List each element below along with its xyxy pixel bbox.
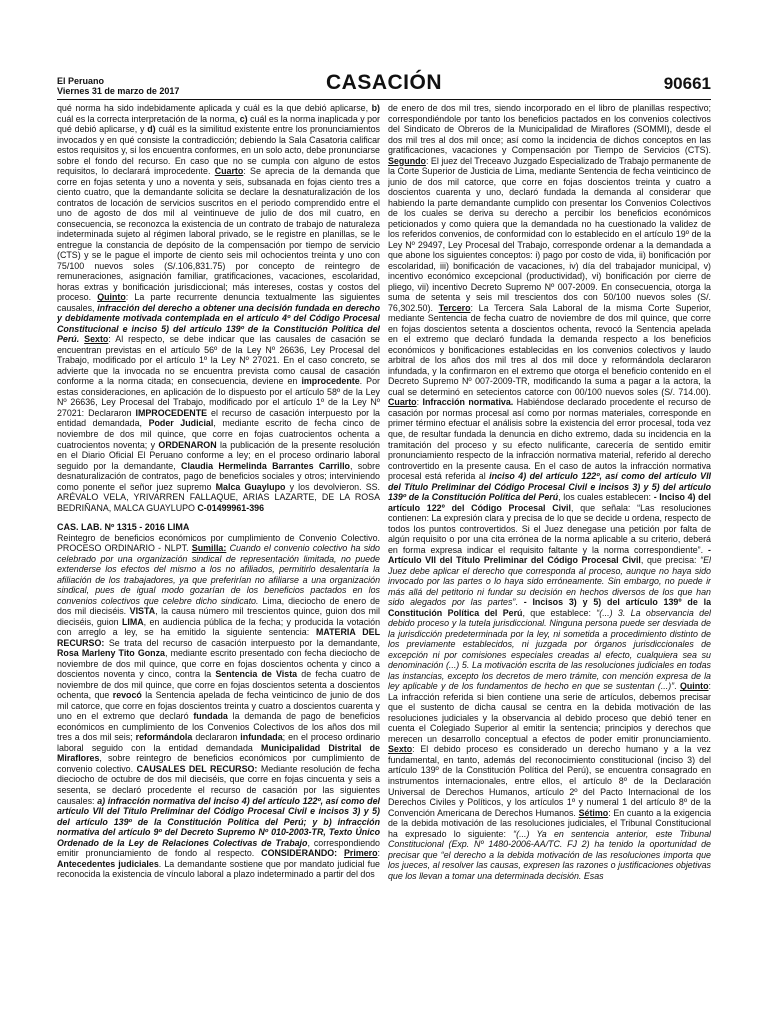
text-run: : La infracción referida si bien contiene una serie de artículos, debemos precisar que el sustento de dicha causal se centra en la debida motivación de las resoluciones judiciales y la observancia al debido proceso que debió tener en cuenta el Colegiado Superior al emitir la sentencia; principios y derechos que merecen un desarrollo conceptual a efectos de poder emitir pronunciamiento. <box>388 681 711 744</box>
bold-text: Infracción normativa. <box>422 397 514 408</box>
text-run: , en audiencia pública de la fecha; y producida la votación con arreglo a ley, se ha emitido la siguiente sentencia: <box>57 616 380 638</box>
text-run: , que señala: “Las resoluciones contienen: La expresión clara y precisa de lo que se decide u ordena, respecto de todos los puntos controvertidos. Si el Juez denegase una petición por falta de algún requisito o por una cita errónea de la norma aplicable a su criterio, deberá en forma expresa indicar el requisito faltante y la norma correspondiente”. <box>388 502 711 555</box>
text-run: ; en el proceso ordinario laboral seguido con la entidad demandada <box>57 732 380 753</box>
text-run: : En cuanto a la exigencia de la debida motivación de las resoluciones judiciales, el Tribunal Constitucional ha expresado lo siguiente: <box>388 807 711 839</box>
text-run: Se trata del recurso de casación interpuesto por la demandante, <box>104 637 380 648</box>
text-run: y los devolvieron. SS. ARÉVALO VELA, YRIVARREN FALLAQUE, ARIAS LAZARTE, DE LA ROSA BEDRIÑANA, MALCA GUAYLUPO <box>57 481 380 513</box>
section-title: CASACIÓN <box>325 71 442 94</box>
text-run: : Al respecto, se debe indicar que las causales de casación se encuentran previstas en el artículo 56º de la Ley Nº 26636, Ley Procesal del Trabajo, modificado por el artículo 1º la Ley Nº 27021. En el caso concreto, se advierte que la invocada no se encuentra prevista como causal de casación conforme a la norma citada; en consecuencia, deviene en <box>57 334 380 387</box>
text-run: , que establece: <box>522 607 597 618</box>
bold-text: improcedente <box>301 376 360 387</box>
text-run: declararon <box>192 732 241 743</box>
bold-text: VISTA <box>129 606 156 617</box>
bold-text: d) <box>147 124 156 135</box>
bold-text: CONSIDERANDO: <box>261 848 338 859</box>
page-header <box>57 70 711 100</box>
text-run: , sobre desnaturalización de contratos, pago de beneficios sociales y otros; interviniendo como ponente el señor juez supremo <box>57 460 380 492</box>
text-run: : Se aprecia de la demanda que corre en fojas setenta y uno a noventa y seis, subsanada en fojas ciento tres a ciento cuatro, que la demandante solicita se declare la desnaturalización de los contratos de locación de servicios suscritos en el periodo comprendido entre el uno de agosto de dos mil al veintinueve de julio de dos mil cuatro, en consecuencia, se reconozca la existencia de un contrato de trabajo de naturaleza indeterminada sujeto al régimen laboral privado, se le registre en planillas, se le entregue la constancia de depósito de la compensación por tiempo de servicio (CTS) y se le pague el importe de ciento seis mil ochocientos treinta y uno con 75/100 nuevos soles (S/.106,831.75) por concepto de reintegro de remuneraciones, asignación familiar, gratificaciones, vacaciones, escolaridad, horas extras y bonificación jurisdiccional; más intereses, costas y costos del proceso. <box>57 166 380 303</box>
text-run: : La Tercera Sala Laboral de la misma Corte Superior, mediante Sentencia de fecha cuatro de noviembre de dos mil quince, que corre en fojas doscientos setenta a doscientos ochenta, revocó la Sentencia apelada en el extremo que declaró fundada la demanda respecto a los beneficios económicos y bonificaciones establecidas en los convenios colectivos y laudo arbitral de los años dos mil tres al dos mil doce y reformándola declararon infundada, y la confirmaron en el extremo que otorga el beneficio contenido en el Decreto Supremo Nº 007-2009-TR, modificando la suma a pagar a la actora, la cual se determinó en setecientos catorce con 00/100 nuevos soles (S/. 714.00). <box>388 302 711 397</box>
text-run: , mediante escrito de fecha cinco de noviembre de dos mil quince, que corre en fojas cuatrocientos ochenta a cuatrocientos noventa; y <box>57 418 380 450</box>
text-run: : El debido proceso es considerado un derecho humano y a la vez fundamental, en tanto, además del reconocimiento constitucional (inciso 3) del artículo 139º de la Constitución Política del Perú), se encuentra consagrado en instrumentos internacionales, entre ellos, el artículo 8º de la Declaración Universal de Derechos Humanos, artículo 2º del Pacto Internacional de los Derechos Civiles y Políticos, y los artículos 1º y numeral 1 del artículo 8º de la Convención Americana de Derechos Humanos. <box>388 744 711 818</box>
heading-text: Cuarto <box>214 166 244 177</box>
bold-text: reformándola <box>135 732 193 743</box>
bold-text: IMPROCEDENTE <box>135 407 208 418</box>
bold-italic-text: inciso 4) del artículo 122º, así como del artículo VII del Título Preliminar del Código Procesal Civil e incisos 3) y 5) del artículo 139º de la Constitución Política del Perú <box>388 471 711 503</box>
left-paragraph-2 <box>57 533 380 880</box>
heading-text: Primero <box>343 848 378 859</box>
bold-text: Municipalidad Distrital de Miraflores <box>57 742 380 764</box>
bold-italic-text: infracción del derecho a obtener una decisión fundada en derecho y debidamente motivada contemplada en el artículo 4º del Código Procesal Constitucional e inciso 5) del artículo 139º de la Constitución Política del Perú. <box>57 302 380 345</box>
text-run: . La demandante sostiene que por mandato judicial fue reconocida la existencia de vínculo laboral a plazo indeterminado a partir del dos <box>57 858 380 880</box>
heading-text: Quinto <box>97 292 126 303</box>
case-spacer <box>57 513 380 522</box>
text-run: : El juez del Treceavo Juzgado Especializado de Trabajo permanente de la Corte Superior de Justicia de Lima, mediante Sentencia de fecha veinticinco de junio de dos mil catorce, que corre en fojas doscientos treinta y cuatro a doscientos cuarenta y uno, declaró fundada la demanda al considerar que habiendo la parte demandante cumplido con presentar los Convenios Colectivos de los cuales se deriva su derecho a percibir los beneficios económicos peticionados y como quiera que la demandada no ha cuestionado la validez de los referidos convenios, de conformidad con lo establecido en el artículo 19º de la Ley Nº 29497, Ley Procesal del Trabajo, corresponde ordenar a la demandada a que abone los siguientes conceptos: i) pago por costo de vida, ii) bonificación por escolaridad, iii) bonificación de vacaciones, iv) día del trabajador municipal, v) incentivo económico excepcional (productividad), vi) bonificación por cierre de pliego, vii) incentivo Decreto Supremo Nº 007-2009. En consecuencia, otorga la suma de setenta y seis mil trescientos dos con 50/100 nuevos soles (S/. 76,302.50). <box>388 155 711 313</box>
bold-text: c) <box>239 113 248 124</box>
newspaper-name: El Peruano <box>57 76 105 86</box>
left-column <box>57 103 380 1007</box>
bold-text: Rosa Marleny Tito Gonza <box>57 648 165 659</box>
bold-text: Antecedentes judiciales <box>57 858 159 869</box>
text-run: el recurso de casación interpuesto por la entidad demandada, <box>57 407 380 429</box>
bold-text: LIMA <box>121 616 144 627</box>
text-run: , sobre reintegro de beneficios económicos por cumplimiento de convenio colectivo. <box>57 753 380 774</box>
text-run: , la causa número mil trescientos quince, guion dos mil dieciséis, guion <box>57 606 380 627</box>
text-run: . Por estas consideraciones, en aplicación de lo dispuesto por el artículo 58º de la Ley Nº 26636, Ley Procesal del Trabajo, modificado por el artículo 1º de la Ley Nº 27021: Declararon <box>57 376 380 418</box>
bold-text: Sentencia de Vista <box>215 669 298 680</box>
heading-text: Cuarto <box>388 397 417 408</box>
text-run: de fecha cuatro de noviembre de dos mil quince, que corre en fojas doscientos setenta a doscientos ochenta, que <box>57 669 380 701</box>
text-run: de enero de dos mil tres, siendo incorporado en el libro de planillas respectivo; correspondiéndole por tanto los beneficios pactados en los convenios colectivos del Sindicato de Obreros de la Municipalidad de Miraflores (SOMMI), desde el dos mil tres al dos mil once; así como la incidencia de dichos conceptos en las gratificaciones, vacaciones y Compensación por Tiempo de Servicios (CTS). <box>388 103 711 156</box>
text-run: Mediante resolución de fecha dieciocho de octubre de dos mil dieciséis, que corre en fojas cincuenta y seis a sesenta, se declaró procedente el recurso de casación por las siguientes causales: <box>57 763 380 806</box>
left-paragraph-1 <box>57 103 380 513</box>
heading-text: Quinto <box>679 681 709 692</box>
bold-text: - Incisos 3) y 5) del artículo 139º de la Constitución Política del Perú <box>388 597 711 618</box>
bold-text: Malca Guaylupo <box>215 481 286 492</box>
publication-date: Viernes 31 de marzo de 2017 <box>57 86 180 96</box>
bold-text: infundada <box>240 732 283 743</box>
heading-text: Segundo <box>388 155 426 166</box>
text-run: , mediante escrito presentado con fecha dieciocho de noviembre de dos mil quince, que corre en fojas doscientos ochenta y cinco a doscientos noventa y cinco, contra la <box>57 648 380 680</box>
bold-text: Claudia Hermelinda Barrantes Carrillo <box>181 460 350 471</box>
bold-text: C-01499961-396 <box>197 502 265 513</box>
case-title: CAS. LAB. Nº 1315 - 2016 LIMA <box>57 522 190 533</box>
heading-text: Sétimo <box>578 807 609 818</box>
text-run: , correspondiendo emitir pronunciamiento de fondo al respecto. <box>57 837 380 859</box>
text-run: cuál es la norma inaplicada y por qué debió aplicarse, y <box>57 113 380 135</box>
text-run: Lima, dieciocho de enero de dos mil dieciséis. <box>57 595 380 617</box>
text-run: cuál es la similitud existente entre los pronunciamientos invocados y en qué consiste la contradicción; debiendo la Sala Casatoria calificar estos requisitos y, si los encuentra conformes, en un solo acto, debe pronunciarse sobre el fondo del recurso. En caso que no se cumpla con alguno de estos requisitos, lo declarará improcedente. <box>57 124 380 177</box>
text-run: la demanda de pago de beneficios económicos en cumplimiento de los Convenios Colectivos de los años dos mil tres a dos mil seis; <box>57 711 380 743</box>
text-run: : <box>377 848 380 859</box>
bold-text: ORDENARON <box>158 439 217 450</box>
text-run: , que precisa: <box>640 555 701 566</box>
italic-text: “El Juez debe aplicar el derecho que corresponda al proceso, aunque no haya sido invocado por las partes o lo haya sido erróneamente. Sin embargo, no puede ir más allá del petitorio ni fundar su decisión en hechos diversos de los que han sido alegados por las partes” <box>388 555 711 608</box>
bold-text: b) <box>371 103 380 113</box>
text-run <box>337 848 344 858</box>
bold-text: Poder Judicial <box>148 418 214 429</box>
heading-text: Sumilla: <box>191 543 227 554</box>
text-run: la Sentencia apelada de fecha veinticinco de junio de dos mil catorce, que corre en fojas doscientos treinta y cuatro a doscientos cuarenta y uno en el extremo que declaró <box>57 690 380 722</box>
bold-text: MATERIA DEL RECURSO: <box>57 627 380 648</box>
text-run: . <box>674 681 680 692</box>
bold-text: revocó <box>112 690 142 701</box>
bold-text: - Inciso 4) del artículo 122º del Código Procesal Civil <box>388 492 711 513</box>
text-run: qué norma ha sido indebidamente aplicada y cuál es la que debió aplicarse, <box>57 103 372 113</box>
text-run: : <box>416 397 423 408</box>
bold-text: fundada <box>193 711 228 722</box>
italic-text: “(...) Ya en sentencia anterior, este Tribunal Constitucional (Exp. Nº 1480-2006-AA/TC. FJ 2) ha tenido la oportunidad de precisar que “el derecho a la debida motivación de las resoluciones importa que los jueces, al resolver las causas, expresen las razones o justificaciones objetivas que los llevan a tomar una determinada decisión. Esas <box>388 828 711 881</box>
header-rule <box>57 99 711 100</box>
text-run: , los cuales establecen: <box>558 492 654 503</box>
heading-text: Tercero <box>438 302 471 313</box>
italic-text: Cuando el convenio colectivo ha sido celebrado por una organización sindical de representación limitada, no puede extenderse los efectos del mismo a los no afiliados, permitirlo desalentaría la afiliación de los trabajadores, ya que preferirían no afiliarse a una organización sindical, pues de igual modo gozarían de los beneficios pactados en los convenios colectivos que celebre dicho sindicato. <box>57 543 380 606</box>
text-run: Reintegro de beneficios económicos por cumplimiento de Convenio Colectivo. PROCESO ORDINARIO - NLPT. <box>57 532 380 554</box>
bold-italic-text: a) infracción normativa del inciso 4) del artículo 122º, así como del artículo VII del Título Preliminar del Código Procesal Civil e incisos 3) y 5) del artículo 139º de la Constitución Política del Perú; y b) infracción normativa del artículo 9º del Decreto Supremo Nº 010-2003-TR, Texto Único Ordenado de la Ley de Relaciones Colectivas de Trabajo <box>57 795 380 848</box>
text-run: Habiéndose declarado procedente el recurso de casación por normas procesal así como por normas materiales, corresponde en primer término efectuar el análisis sobre la existencia del error procesal, toda vez que, de resultar fundada la denuncia en dicho extremo, dada su incidencia en la tramitación del proceso y su efecto nulificante, carecería de sentido emitir pronunciamiento respecto de la infracción normativa material, referido al derecho controvertido en la presente causa. En el caso de autos la infracción normativa procesal está referida al <box>388 397 711 482</box>
italic-text: “(...) 3. La observancia del debido proceso y la tutela jurisdiccional. Ninguna persona puede ser desviada de la jurisdicción predeterminada por la ley, ni sometida a procedimiento distinto de los previamente establecidos, ni juzgada por órganos jurisdiccionales de excepción ni por comisiones especiales creadas al efecto, cualquiera sea su denominación (...) 5. La motivación escrita de las resoluciones judiciales en todas las instancias, excepto los decretos de mero trámite, con mención expresa de la ley aplicable y de los fundamentos de hecho en que se sustentan (...)” <box>388 607 711 692</box>
bold-text: CAUSALES DEL RECURSO: <box>136 763 258 774</box>
bold-text: - Artículo VII del Título Preliminar del Código Procesal Civil <box>388 544 711 566</box>
right-column <box>388 103 711 1007</box>
heading-text: Sexto <box>84 334 109 345</box>
text-run: : La parte recurrente denuncia textualmente las siguientes causales, <box>57 292 380 313</box>
page-number: 90661 <box>663 74 711 93</box>
text-run: cuál es la correcta interpretación de la norma, <box>57 113 240 124</box>
text-run: la publicación de la presente resolución en el Diario Oficial El Peruano conforme a ley; en el proceso ordinario laboral seguido por la demandante, <box>57 439 380 471</box>
right-paragraph-1 <box>388 103 711 881</box>
text-run: . <box>515 597 524 608</box>
heading-text: Sexto <box>388 744 413 755</box>
